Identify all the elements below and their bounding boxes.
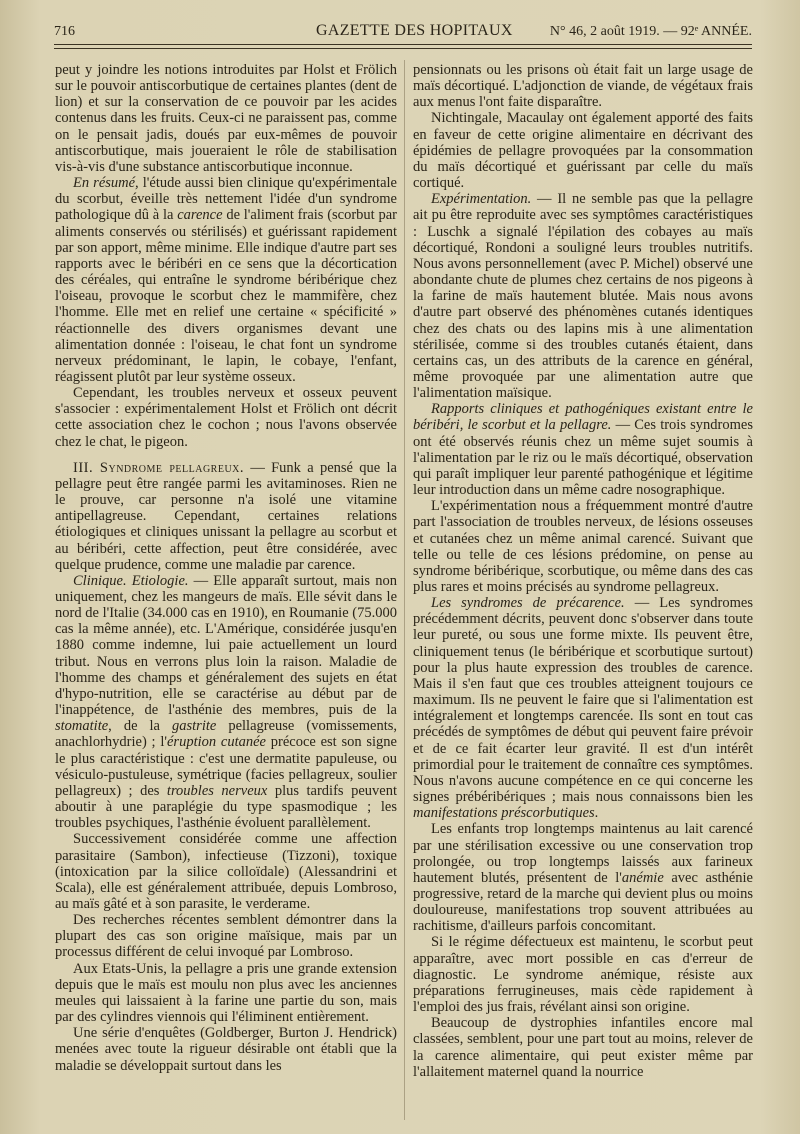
paragraph: Les enfants trop longtemps maintenus au lait carencé par une stérilisation excessive ou une conservation trop prolongée, ou trop longtemps laissés aux farineux hautement blutés, présentent de l'anémie avec asthénie progressive, retard de la marche qui devient plus ou moins douloureuse, manifestations trop souvent attribuées au rachitisme, d'ailleurs parfois concomitant. [413,821,753,935]
paragraph: L'expérimentation nous a fréquemment montré d'autre part l'association de troubles nerveux, de lésions osseuses et cutanées chez un même animal carencé. Suivant que telle ou telle de ces lésions prédomine, on pense au syndrome béribérique, scorbutique, ou même dans des cas plus rares et moins précisés au syndrome pellagreux. [413,498,753,595]
paragraph: Successivement considérée comme une affection parasitaire (Sambon), infectieuse (Tizzoni), toxique (intoxication par la silice colloïdale) (Alessandrini et Scala), elle est généralement attribuée, depuis Lombroso, au maïs gâté et à son parasite, le verderame. [55,831,397,912]
journal-title: GAZETTE DES HOPITAUX [316,22,513,39]
paragraph: Beaucoup de dystrophies infantiles encore mal classées, semblent, pour une part tout au moins, relever de la carence alimentaire, qui peut exister même par l'allaitement maternel quand la nourrice [413,1015,753,1080]
left-column [55,62,397,1074]
paragraph-lead: Rapports cliniques et pathogéniques existant entre le béribéri, le scorbut et la pellagre. [413,401,753,434]
paragraph: Expérimentation. — Il ne semble pas que la pellagre ait pu être reproduite avec ses symptômes caractéristiques : Luschk a signalé l'épilation des cobayes au maïs décortiqué, Rondoni a souligné leurs troubles nutritifs. Nous avons personnellement (avec P. Michel) observé une abondante chute de plumes chez certains de nos pigeons à la farine de maïs hautement blutée. Mais nous avons d'autre part observé des phénomènes cutanés identiques chez des chats ou des lapins mis à une alimentation stérilisée, comme si des troubles cutanés étaient, dans certains cas, un des attributs de la carence en général, même provoquée par une alimentation autre que l'alimentation maïsique. [413,191,753,402]
paragraph: Clinique. Etiologie. — Elle apparaît surtout, mais non uniquement, chez les mangeurs de maïs. Elle sévit dans le nord de l'Italie (34.000 cas en 1910), en Roumanie (75.000 cas la même année), etc. L'Amérique, considérée jusqu'en 1880 comme indemne, lui paie actuellement un lourd tribut. Nous en verrons plus loin la raison. Maladie de l'homme des champs et généralement des sujets en état d'hypo-nutrition, elle se caractérise au début par de l'inappétence, de l'asthénie des membres, puis de la stomatite, de la gastrite pellagreuse (vomissements, anachlorhydrie) ; l'éruption cutanée précoce est son signe le plus caractéristique : c'est une dermatite papuleuse, ou vésiculo-pustuleuse, symétrique (facies pellagreux, soulier pellagreux) ; des troubles nerveux plus tardifs peuvent aboutir à une paraplégie du type spasmodique ; les troubles psychiques, l'asthénie évoluent parallèlement. [55,572,398,832]
section-heading: III. Syndrome pellagreux. [73,459,245,476]
right-column [413,62,753,1080]
header-rule-top [54,44,752,45]
running-head [54,22,752,44]
paragraph-lead: En résumé, [73,175,139,192]
paragraph: Si le régime défectueux est maintenu, le scorbut peut apparaître, avec mort possible en cas d'erreur de diagnostic. Le syndrome anémique, résiste aux préparations ferrugineuses, mais cède rapidement à l'emploi des jus frais, révélant ainsi son origine. [413,934,753,1016]
paragraph: pensionnats ou les prisons où était fait un large usage de maïs décortiqué. L'adjonction de viande, de végétaux frais aux menus l'ont faite disparaître. [413,62,753,111]
paragraph: Les syndromes de précarence. — Les syndromes précédemment décrits, peuvent donc s'observer dans toute leur pureté, ou sous une forme mixte. Ils peuvent être, cliniquement tenus (le béribérique et scorbutique surtout) pour la plus haute expression des troubles de carence. Mais il s'en faut que ces troubles atteignent toujours ce maximum. Ils ne peuvent le faire que si l'alimentation est intégralement et longtemps carencée. Ils sont en tout cas précédés de symptômes de début qui peuvent faire prévoir et de ce fait écarter leur gravité. Il est d'un intérêt primordial pour le traitement de connaître ces symptômes. Nous n'avons aucune compétence en ce qui concerne les signes prébéribériques ; mais nous connaissons bien les manifestations préscorbutiques. [413,595,753,822]
column-divider [404,60,405,1120]
paragraph: Des recherches récentes semblent démontrer dans la plupart des cas son origine maïsique, mais par un processus différent de celui invoqué par Lombroso. [55,912,397,961]
paragraph: Cependant, les troubles nerveux et osseux peuvent s'associer : expérimentalement Holst et Frölich ont décrit cette association chez le cochon ; nous l'avons observée chez le chat, le pigeon. [55,385,397,450]
paragraph: Rapports cliniques et pathogéniques existant entre le béribéri, le scorbut et la pellagre. — Ces trois syndromes ont été observés réunis chez un même sujet soumis à l'alimentation par le riz ou le maïs décortiqué, observation qui paraît impliquer leur parenté pathogénique et légitime leur introduction dans un même cadre nosographique. [413,401,753,499]
paragraph: Une série d'enquêtes (Goldberger, Burton J. Hendrick) menées avec toute la rigueur désirable ont établi que la maladie se développait surtout dans les [55,1025,397,1074]
header-rule-bottom [54,48,752,49]
issue-info: N° 46, 2 août 1919. — 92ᵉ ANNÉE. [549,24,752,39]
paragraph: En résumé, l'étude aussi bien clinique qu'expérimentale du scorbut, éveille très nettement l'idée d'un syndrome pathologique dû à la carence de l'aliment frais (scorbut par aliments conservés ou stérilisés) et guérissant rapidement par son apport, même minime. Elle indique d'autre part ses rapports avec le béribéri en ce sens que la décortication des céréales, qui entraîne le syndrome béribérique chez l'oiseau, provoque le scorbut chez le mammifère, chez l'homme. Elle met en relief une certaine « spécificité » réactionnelle des divers organismes devant une alimentation donnée : l'oiseau, le chat font un syndrome nerveux prédominant, le lapin, le cobaye, l'enfant, réagissent plutôt par leur système osseux. [55,175,397,385]
paragraph-lead: Expérimentation. [431,191,532,208]
paragraph: Aux Etats-Unis, la pellagre a pris une grande extension depuis que le maïs est moulu non plus avec les anciennes meules qui laissaient à la farine une partie du son, mais par des cylindres viennois qui l'éliminent entièrement. [55,960,397,1026]
section-heading-paragraph: III. Syndrome pellagreux. — Funk a pensé que la pellagre peut être rangée parmi les avitaminoses. Rien ne le prouve, car personne n'a isolé une vitamine antipellagreuse. Cependant, certaines relations étiologiques et cliniques unissant la pellagre au scorbut et au béribéri, cette affection, peut être considérée, avec quelque prudence, comme une maladie par carence. [55,459,397,573]
paragraph-lead: Clinique. Etiologie. [73,572,189,589]
paragraph: peut y joindre les notions introduites par Holst et Frölich sur le pouvoir antiscorbutique de certaines plantes (dent de lion) et sur la conservation de ce pouvoir par les acides contenus dans les fruits. Ceux-ci ne paraissent pas, comme on le pensait jadis, doués par eux-mêmes de pouvoir antiscorbutique, mais joueraient le rôle de stabilisation vis-à-vis d'une substance antiscorbutique inconnue. [55,62,397,175]
paragraph: Nichtingale, Macaulay ont également apporté des faits en faveur de cette origine alimentaire en décrivant des épidémies de pellagre provoquées par la consommation du maïs décortiqué et guérissant par celle du maïs cortiqué. [413,110,753,192]
paragraph-lead: Les syndromes de précarence. [431,595,625,612]
page-number: 716 [54,24,75,39]
